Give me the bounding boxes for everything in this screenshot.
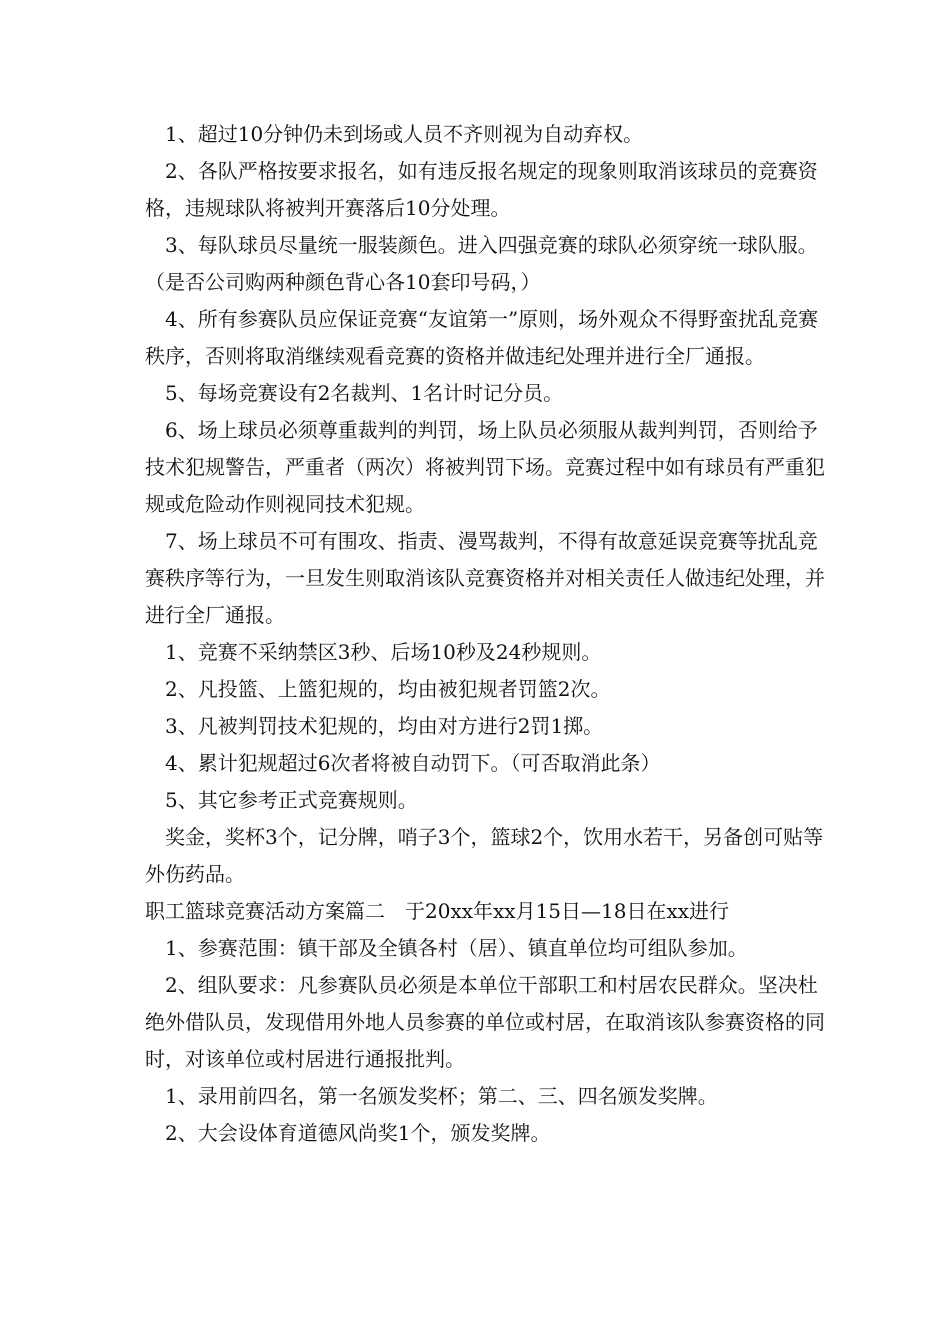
paragraph: 奖金，奖杯3个，记分牌，哨子3个，篮球2个，饮用水若干，另备创可贴等外伤药品。 xyxy=(145,825,824,886)
paragraph: 7、场上球员不可有围攻、指责、漫骂裁判，不得有故意延误竞赛等扰乱竞赛秩序等行为，一旦发生则取消该队竞赛资格并对相关责任人做违纪处理，并进行全厂通报。 xyxy=(145,529,825,627)
paragraph: 2、大会设体育道德风尚奖1个，颁发奖牌。 xyxy=(165,1121,551,1145)
paragraph: 2、凡投篮、上篮犯规的，均由被犯规者罚篮2次。 xyxy=(165,677,611,701)
document-body xyxy=(145,116,825,1152)
paragraph: 1、参赛范围：镇干部及全镇各村（居）、镇直单位均可组队参加。 xyxy=(165,936,748,960)
section-title: 职工篮球竞赛活动方案篇二 于20xx年xx月15日—18日在xx进行 xyxy=(145,899,730,923)
paragraph: 4、累计犯规超过6次者将被自动罚下。（可否取消此条） xyxy=(165,751,661,775)
paragraph: 2、各队严格按要求报名，如有违反报名规定的现象则取消该球员的竞赛资格，违规球队将被判开赛落后10分处理。 xyxy=(145,159,818,220)
paragraph: 3、每队球员尽量统一服装颜色。进入四强竞赛的球队必须穿统一球队服。（是否公司购两种颜色背心各10套印号码，） xyxy=(145,233,818,294)
paragraph: 1、超过10分钟仍未到场或人员不齐则视为自动弃权。 xyxy=(165,122,644,146)
paragraph: 2、组队要求：凡参赛队员必须是本单位干部职工和村居农民群众。坚决杜绝外借队员，发现借用外地人员参赛的单位或村居，在取消该队参赛资格的同时，对该单位或村居进行通报批判。 xyxy=(145,973,825,1071)
paragraph: 1、竞赛不采纳禁区3秒、后场10秒及24秒规则。 xyxy=(165,640,602,664)
paragraph: 1、录用前四名，第一名颁发奖杯；第二、三、四名颁发奖牌。 xyxy=(165,1084,718,1108)
paragraph: 3、凡被判罚技术犯规的，均由对方进行2罚1掷。 xyxy=(165,714,604,738)
paragraph: 5、每场竞赛设有2名裁判、1名计时记分员。 xyxy=(165,381,564,405)
paragraph: 5、其它参考正式竞赛规则。 xyxy=(165,788,418,812)
paragraph: 4、所有参赛队员应保证竞赛“友谊第一”原则，场外观众不得野蛮扰乱竞赛秩序，否则将取消继续观看竞赛的资格并做违纪处理并进行全厂通报。 xyxy=(145,307,819,368)
paragraph: 6、场上球员必须尊重裁判的判罚，场上队员必须服从裁判判罚，否则给予技术犯规警告，严重者（两次）将被判罚下场。竞赛过程中如有球员有严重犯规或危险动作则视同技术犯规。 xyxy=(145,418,825,516)
